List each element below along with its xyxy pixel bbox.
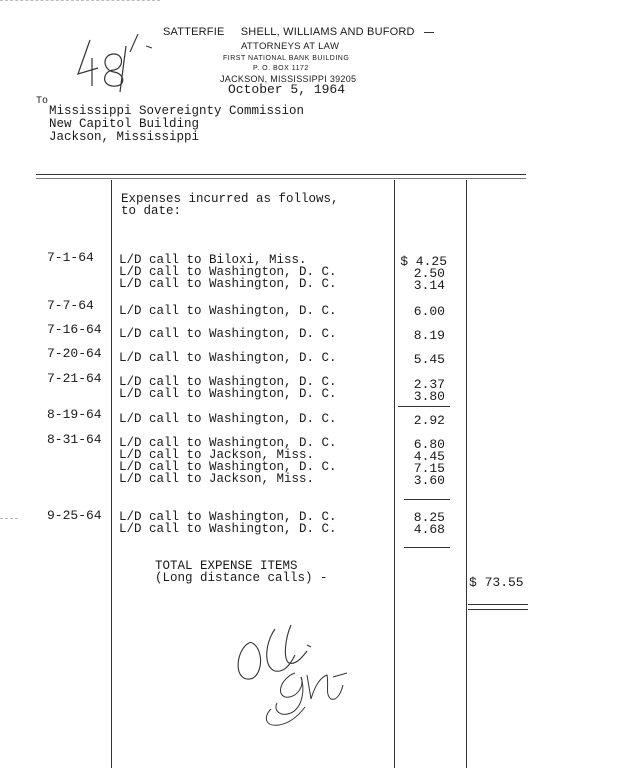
- entry-date: 7-1-64: [47, 250, 94, 265]
- entry-desc: L/D call to Washington, D. C.: [119, 277, 337, 291]
- letter-date: October 5, 1964: [228, 82, 346, 97]
- entry-desc: L/D call to Washington, D. C.: [119, 510, 337, 524]
- entry-date: 8-31-64: [47, 432, 102, 447]
- intro-line2: to date:: [121, 204, 182, 218]
- subtotal-rule: [404, 499, 450, 500]
- total-label: TOTAL EXPENSE ITEMS: [155, 559, 298, 573]
- entry-desc: L/D call to Washington, D. C.: [119, 327, 337, 341]
- total-rule-2: [468, 609, 528, 610]
- entry-amount: 7.15: [413, 461, 445, 476]
- rule-top: [36, 174, 526, 175]
- entry-amount: 2.92: [413, 413, 445, 428]
- entry-desc: L/D call to Washington, D. C.: [119, 522, 337, 536]
- firm-po-box: P. O. BOX 1172: [253, 65, 309, 72]
- signature-initials: [225, 615, 360, 740]
- handwritten-mark: [68, 26, 163, 96]
- subtotal-rule: [404, 547, 450, 548]
- entry-desc: L/D call to Washington, D. C.: [119, 387, 337, 401]
- top-dotted-edge: [0, 0, 160, 1]
- entry-desc: L/D call to Washington, D. C.: [119, 460, 337, 474]
- entry-date: 8-19-64: [47, 407, 102, 422]
- entry-desc: L/D call to Washington, D. C.: [119, 265, 337, 279]
- entry-amount: 6.00: [413, 304, 445, 319]
- entry-desc: L/D call to Jackson, Miss.: [119, 472, 315, 486]
- entry-desc: L/D call to Washington, D. C.: [119, 351, 337, 365]
- to-label: To: [36, 96, 49, 107]
- entry-date: 7-16-64: [47, 322, 102, 337]
- firm-name: SATTERFIE SHELL, WILLIAMS AND BUFORD: [163, 26, 415, 38]
- entry-amount: 3.14: [413, 278, 445, 293]
- column-divider-left: [111, 180, 112, 768]
- entry-amount: 8.19: [413, 328, 445, 343]
- entry-amount: 8.25: [413, 510, 445, 525]
- rule-top-2: [36, 178, 526, 179]
- firm-building: FIRST NATIONAL BANK BUILDING: [223, 55, 350, 62]
- firm-city: JACKSON, MISSISSIPPI 39205: [220, 74, 357, 84]
- entry-desc: L/D call to Jackson, Miss.: [119, 448, 315, 462]
- entry-date: 7-7-64: [47, 298, 94, 313]
- total-amount: $ 73.55: [469, 575, 524, 590]
- entry-desc: L/D call to Washington, D. C.: [119, 304, 337, 318]
- total-rule-1: [468, 604, 528, 605]
- intro-line1: Expenses incurred as follows,: [121, 192, 339, 206]
- entry-desc: L/D call to Biloxi, Miss.: [119, 253, 307, 267]
- header-dash: [424, 32, 434, 33]
- recipient-line1: Mississippi Sovereignty Commission: [49, 104, 305, 118]
- entry-desc: L/D call to Washington, D. C.: [119, 412, 337, 426]
- entry-amount: 2.50: [413, 266, 445, 281]
- entry-amount: 5.45: [413, 352, 445, 367]
- entry-date: 7-21-64: [47, 371, 102, 386]
- entry-amount: 4.45: [413, 449, 445, 464]
- margin-tick: [0, 518, 18, 519]
- entry-desc: L/D call to Washington, D. C.: [119, 375, 337, 389]
- total-sublabel: (Long distance calls) -: [155, 571, 328, 585]
- recipient-line3: Jackson, Mississippi: [49, 130, 200, 144]
- recipient-line2: New Capitol Building: [49, 117, 200, 131]
- entry-amount: 3.80: [413, 389, 445, 404]
- column-divider-right: [466, 180, 467, 768]
- firm-subtitle: ATTORNEYS AT LAW: [241, 41, 340, 52]
- entry-amount: $ 4.25: [400, 254, 447, 269]
- subtotal-rule: [398, 406, 450, 407]
- entry-date: 7-20-64: [47, 346, 102, 361]
- entry-amount: 6.80: [413, 437, 445, 452]
- entry-desc: L/D call to Washington, D. C.: [119, 436, 337, 450]
- entry-date: 9-25-64: [47, 508, 102, 523]
- entry-amount: 4.68: [413, 522, 445, 537]
- entry-amount: 3.60: [413, 473, 445, 488]
- entry-amount: 2.37: [413, 377, 445, 392]
